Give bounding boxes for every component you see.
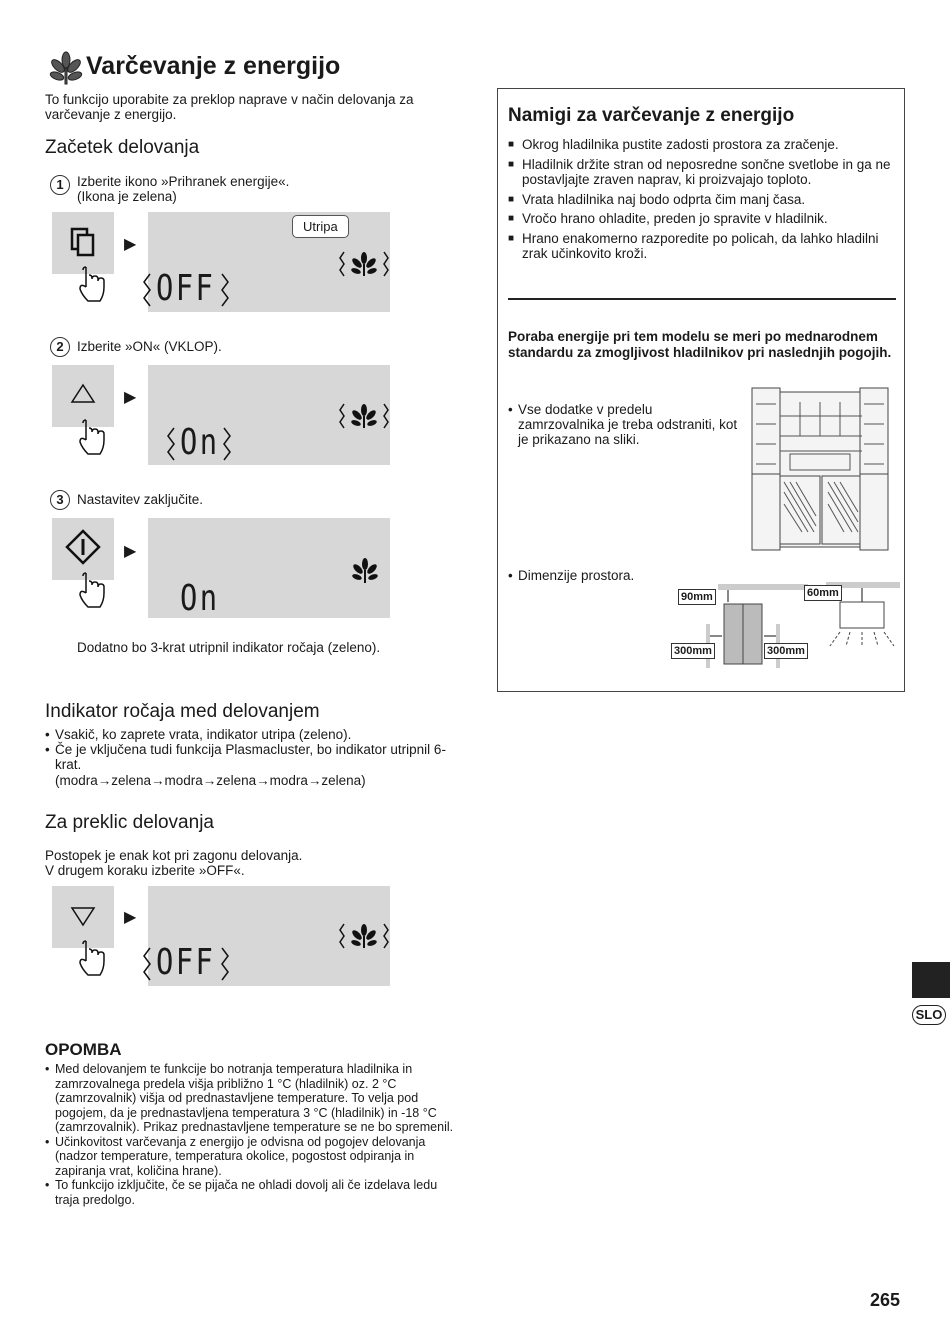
hand-pointer-icon	[78, 418, 106, 456]
blink-label: Utripa	[292, 215, 349, 238]
next-arrow-icon: ▶	[124, 236, 137, 253]
hand-pointer-icon	[78, 265, 106, 303]
next-arrow-icon: ▶	[124, 909, 137, 926]
next-arrow-icon: ▶	[124, 543, 137, 560]
side-tab-marker	[912, 962, 950, 998]
list-item: ■ Vrata hladilnika naj bodo odprta čim manj časa.	[508, 192, 898, 208]
start-heading: Začetek delovanja	[45, 137, 200, 158]
page-title: Varčevanje z energijo	[86, 52, 341, 80]
after-note: Dodatno bo 3-krat utripnil indikator ročaja (zeleno).	[77, 640, 381, 655]
list-item: ■ Okrog hladilnika pustite zadosti prostora za zračenje.	[508, 137, 898, 153]
list-item: • Vse dodatke v predelu zamrzovalnika je treba odstraniti, kot je prikazano na sliki.	[508, 402, 738, 447]
indicator-list	[45, 727, 460, 772]
step-text: Nastavitev zaključite.	[77, 492, 204, 507]
energy-saving-icon	[46, 48, 86, 88]
blink-mark-icon	[140, 272, 152, 308]
dimension-label: 60mm	[804, 585, 842, 601]
energy-saving-blinking-icon	[338, 400, 390, 432]
energy-saving-blinking-icon	[338, 920, 390, 952]
list-item: • Dimenzije prostora.	[508, 568, 634, 583]
tips-list	[508, 137, 898, 266]
energy-saving-icon	[350, 556, 380, 586]
list-item: ■ Hrano enakomerno razporedite po policah, da lahko hladilni zrak učinkovito kroži.	[508, 231, 898, 262]
energy-saving-blinking-icon	[338, 248, 390, 280]
blink-mark-icon	[220, 272, 232, 308]
condition-list	[508, 402, 738, 447]
next-arrow-icon: ▶	[124, 389, 137, 406]
indicator-heading: Indikator ročaja med delovanjem	[45, 701, 320, 722]
condition-list	[508, 568, 634, 583]
blink-mark-icon	[220, 946, 232, 982]
blink-mark-icon	[140, 946, 152, 982]
blink-mark-icon	[222, 426, 234, 462]
display-readout: OFF	[156, 942, 216, 983]
list-item: • Vsakič, ko zaprete vrata, indikator utripa (zeleno).	[45, 727, 460, 742]
step-number: 1	[50, 175, 70, 195]
page-number: 265	[870, 1290, 901, 1310]
energy-note: Poraba energije pri tem modelu se meri po mednarodnem standardu za zmogljivost hladilnikov pri naslednjih pogojih.	[508, 329, 892, 360]
divider	[508, 298, 896, 300]
step-number: 2	[50, 337, 70, 357]
step-number: 3	[50, 490, 70, 510]
list-item: • Učinkovitost varčevanja z energijo je odvisna od pogojev delovanja (nadzor temperature, temperatura okolice, pogostost odpiranja in zapiranja vrat, količina hrane).	[45, 1135, 455, 1179]
dimension-label: 300mm	[764, 643, 808, 659]
note-list	[45, 1062, 455, 1207]
list-item: • To funkcijo izključite, če se pijača ne ohladi dovolj ali če izdelava ledu traja predolgo.	[45, 1178, 455, 1207]
fridge-open-illustration	[750, 386, 890, 552]
hand-pointer-icon	[78, 571, 106, 609]
list-item: ■ Hladilnik držite stran od neposredne sončne svetlobe in ga ne postavljajte zraven naprav, ki proizvajajo toploto.	[508, 157, 898, 188]
blink-mark-icon	[164, 426, 176, 462]
display-readout: OFF	[156, 268, 216, 309]
display-readout: On	[180, 422, 220, 463]
color-sequence: (modra→zelena→modra→zelena→modra→zelena)	[55, 773, 366, 788]
step-text: Izberite ikono »Prihranek energije«. (Ikona je zelena)	[77, 174, 290, 204]
dimension-label: 90mm	[678, 589, 716, 605]
cancel-heading: Za preklic delovanja	[45, 812, 214, 833]
list-item: • Med delovanjem te funkcije bo notranja temperatura hladilnika in zamrzovalnega predela višja približno 1 °C (hladilnik) oz. 2 °C (zamrzovalnik) višja od prednastavljene temperature. To velja pod pogojem, da je prednastavljena temperatura 3 °C (hladilnik) in -18 °C (zamrzovalnik). Prikaz prednastavljene temperature se ne bo spremenil.	[45, 1062, 455, 1135]
tips-heading: Namigi za varčevanje z energijo	[508, 105, 795, 126]
hand-pointer-icon	[78, 939, 106, 977]
note-heading: OPOMBA	[45, 1040, 122, 1059]
list-item: • Če je vključena tudi funkcija Plasmacluster, bo indikator utripnil 6-krat.	[45, 742, 460, 772]
display-readout: On	[180, 578, 220, 619]
list-item: ■ Vročo hrano ohladite, preden jo spravite v hladilnik.	[508, 211, 898, 227]
dimension-label: 300mm	[671, 643, 715, 659]
cancel-text: Postopek je enak kot pri zagonu delovanja. V drugem koraku izberite »OFF«.	[45, 848, 303, 878]
intro-text: To funkcijo uporabite za preklop naprave v način delovanja za varčevanje z energijo.	[45, 92, 414, 122]
step-text: Izberite »ON« (VKLOP).	[77, 339, 222, 354]
language-badge: SLO	[912, 1005, 946, 1025]
